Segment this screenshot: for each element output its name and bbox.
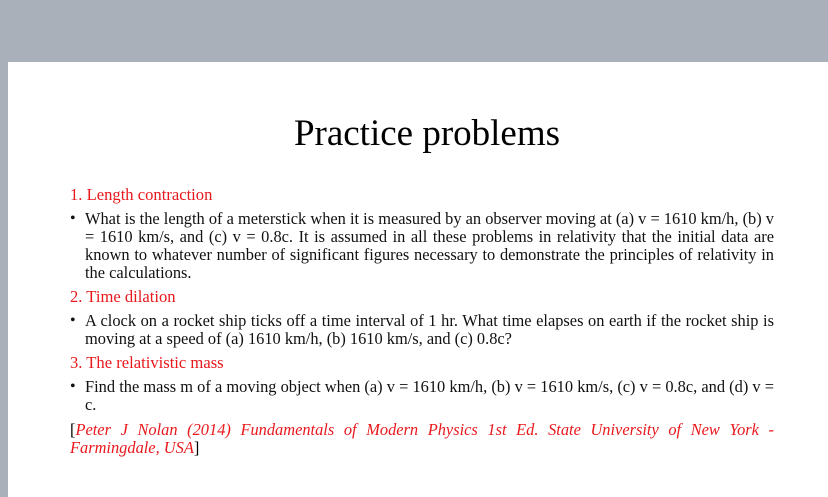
reference-citation xyxy=(70,421,774,457)
bullet-text: A clock on a rocket ship ticks off a time interval of 1 hr. What time elapses on earth if the rocket ship is moving at a speed of (a) 1610 km/h, (b) 1610 km/s, and (c) 0.8c? xyxy=(85,311,774,348)
slide-title: Practice problems xyxy=(293,113,561,154)
bullet-time-dilation xyxy=(70,312,774,348)
section-heading-length-contraction: 1. Length contraction xyxy=(70,185,213,204)
bullet-length-contraction xyxy=(70,210,774,282)
bullet-dot: • xyxy=(70,378,76,395)
slide xyxy=(8,62,828,497)
bullet-dot: • xyxy=(70,312,76,329)
reference-open-bracket: [ xyxy=(70,420,76,439)
reference-close-bracket: ] xyxy=(193,438,200,457)
bullet-dot: • xyxy=(70,210,76,227)
slide-content xyxy=(70,185,774,457)
section-heading-time-dilation: 2. Time dilation xyxy=(70,287,176,306)
section-heading-relativistic-mass: 3. The relativistic mass xyxy=(70,353,224,372)
bullet-relativistic-mass xyxy=(70,378,774,414)
bullet-text: What is the length of a meterstick when it is measured by an observer moving at (a) v = 1610 km/h, (b) v = 1610 km/s, and (c) v = 0.8c. It is assumed in all these problems in relativity that the initial data are known to whatever number of significant figures necessary to demonstrate the principles of relativity in the calculations. xyxy=(85,209,774,282)
bullet-text: Find the mass m of a moving object when (a) v = 1610 km/h, (b) v = 1610 km/s, (c) v = 0.8c, and (d) v = c. xyxy=(85,377,774,414)
reference-text: Peter J Nolan (2014) Fundamentals of Modern Physics 1st Ed. State University of New York - Farmingdale, USA xyxy=(70,420,774,457)
